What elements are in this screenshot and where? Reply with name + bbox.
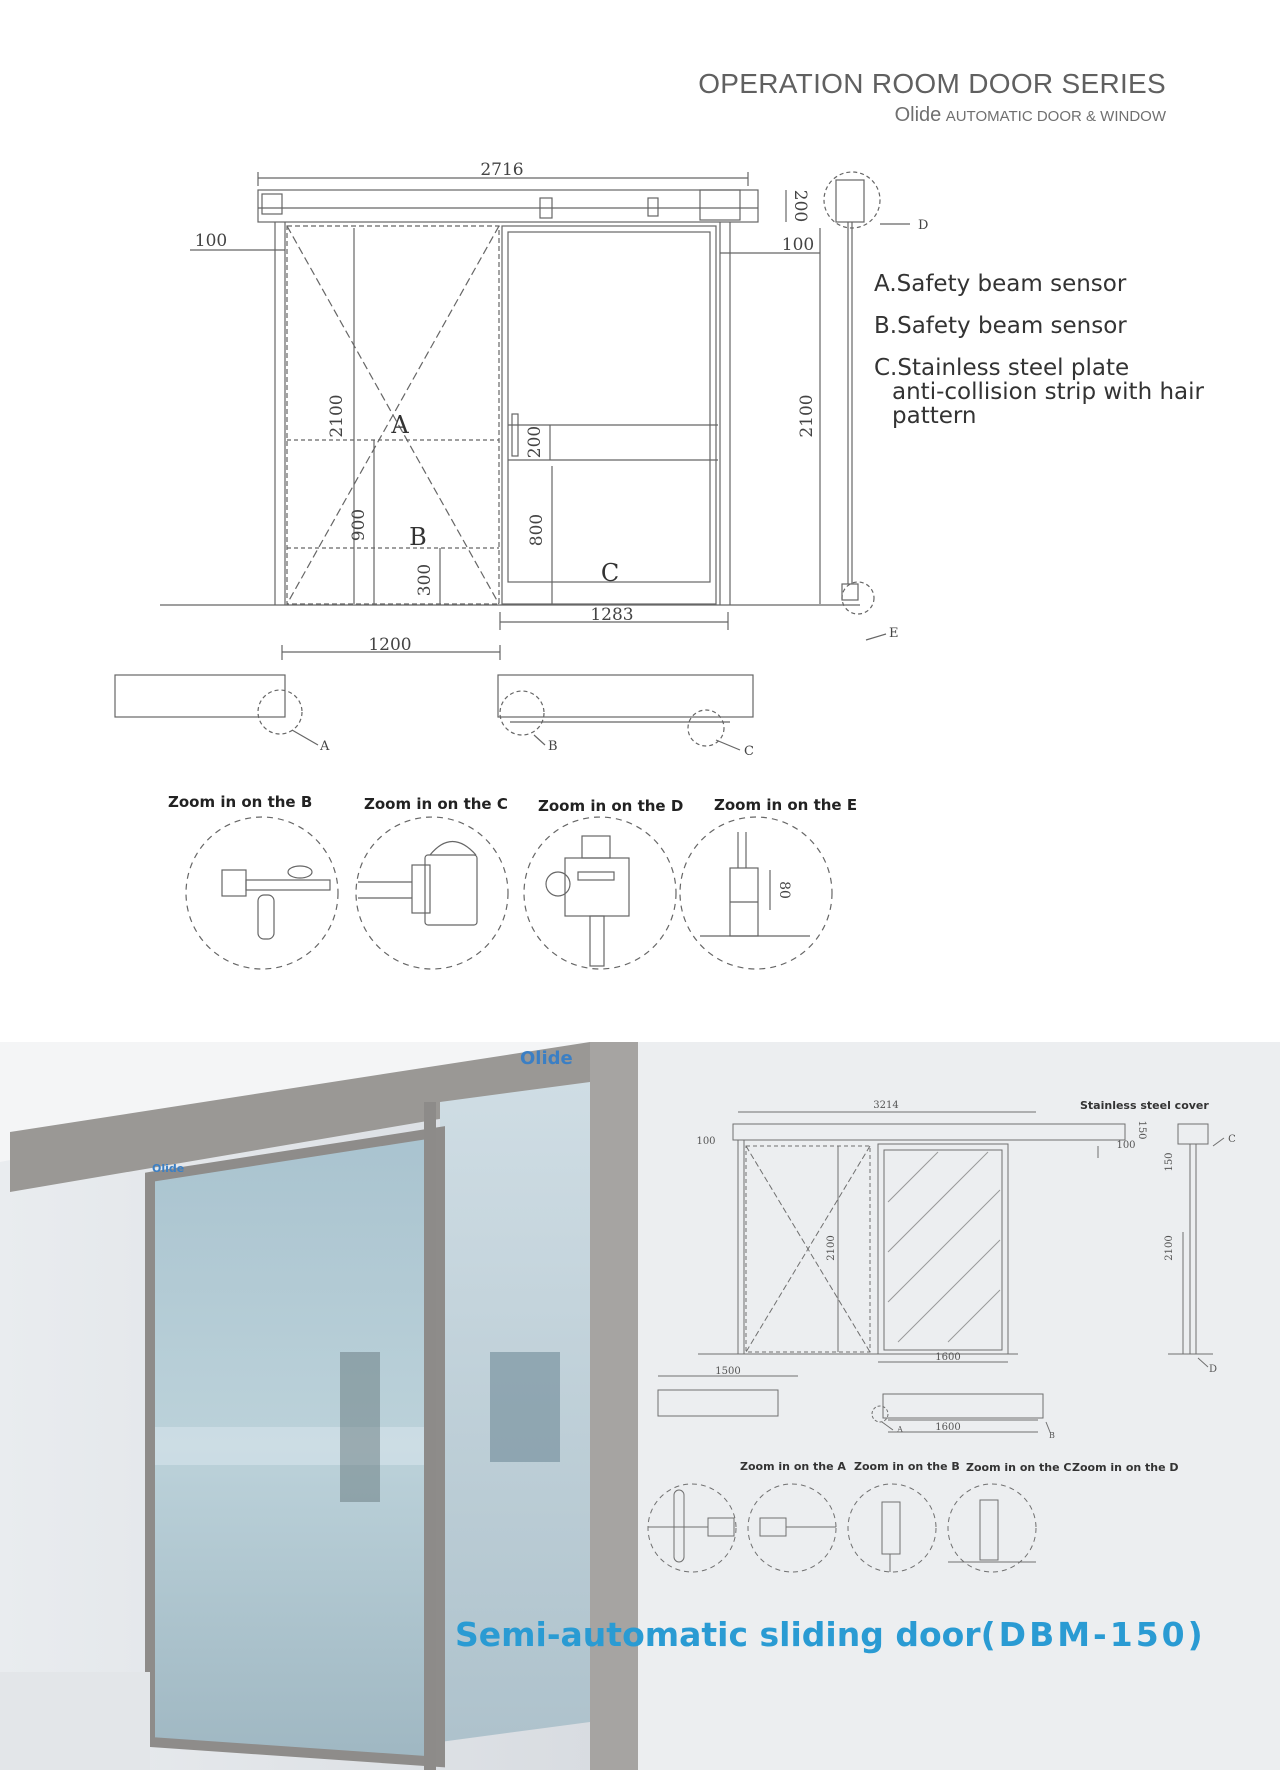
callout2-a: A [897,1425,903,1434]
dim2-left-offset: 100 [696,1136,716,1147]
dim-handle-height: 200 [525,425,545,459]
dim2-opening-width: 1500 [715,1366,741,1377]
zoom2-title-d: Zoom in on the D [1072,1461,1179,1474]
product-photo [0,1042,638,1770]
door-logo: Olide [152,1162,185,1175]
zoom-title-d: Zoom in on the D [538,797,684,815]
callout-e: E [889,626,899,641]
header-box [258,190,758,222]
dim2-panel-width: 1600 [935,1352,961,1363]
legend-c-line3: pattern [892,403,977,429]
legend-c-line2: anti-collision strip with hair [892,379,1204,405]
callout2-d: D [1208,1364,1218,1375]
product-name: Semi-automatic sliding door [455,1615,981,1654]
dim2-side-top: 150 [1164,1152,1175,1172]
dim2-right-offset: 100 [1116,1140,1136,1151]
zoom2-title-c: Zoom in on the C [966,1461,1072,1474]
dim-opening-width: 1200 [368,635,412,655]
dim2-top-height: 150 [1136,1120,1147,1140]
callout-c: C [744,744,754,759]
dim-kick-height: 800 [527,513,547,547]
dim-door-height: 2100 [327,394,347,438]
door-photo-illustration [0,1042,638,1770]
zoom-title-c: Zoom in on the C [364,795,508,813]
dim-sensor-a-height: 900 [349,508,369,542]
callout2-c: C [1228,1134,1236,1145]
label-point-c: C [600,559,620,587]
callout2-b: B [1049,1431,1055,1440]
label-point-a: A [391,411,409,439]
dim-top-height: 200 [790,189,810,223]
dim2-door-height: 2100 [826,1235,837,1261]
dim-side-height: 2100 [797,394,817,438]
zoom-e-dim: 80 [776,881,792,899]
dim-sensor-b-height: 300 [415,563,435,597]
dim-right-offset: 100 [781,235,815,255]
zoom2-title-b: Zoom in on the B [854,1460,960,1473]
callout-a: A [320,739,330,754]
callout-d: D [918,218,929,233]
dim2-side-height: 2100 [1164,1235,1175,1261]
legend-a: A.Safety beam sensor [874,271,1127,297]
series-title: OPERATION ROOM DOOR SERIES [698,68,1166,99]
product-title [455,1615,1206,1654]
elevation-drawing-2 [638,1042,1280,1770]
stainless-cover-label: Stainless steel cover [1080,1099,1209,1112]
brand-name: Olide [894,104,942,126]
dim-left-offset: 100 [194,231,228,251]
label-point-b: B [409,523,427,551]
header-logo: Olide [520,1048,573,1069]
product-model: (DBM-150) [980,1615,1206,1654]
legend-b: B.Safety beam sensor [874,313,1127,339]
legend-c-line1: C.Stainless steel plate [874,355,1130,381]
zoom2-title-a: Zoom in on the A [740,1460,846,1473]
dim-panel-width: 1283 [590,605,634,625]
zoom-title-b: Zoom in on the B [168,793,313,811]
callout-b: B [548,739,558,754]
dim2-overall-width: 3214 [873,1100,899,1111]
dim-overall-width: 2716 [480,160,524,180]
subtitle-text: AUTOMATIC DOOR & WINDOW [945,108,1166,125]
zoom-title-e: Zoom in on the E [714,796,858,814]
dim2-plan-width: 1600 [935,1422,961,1433]
